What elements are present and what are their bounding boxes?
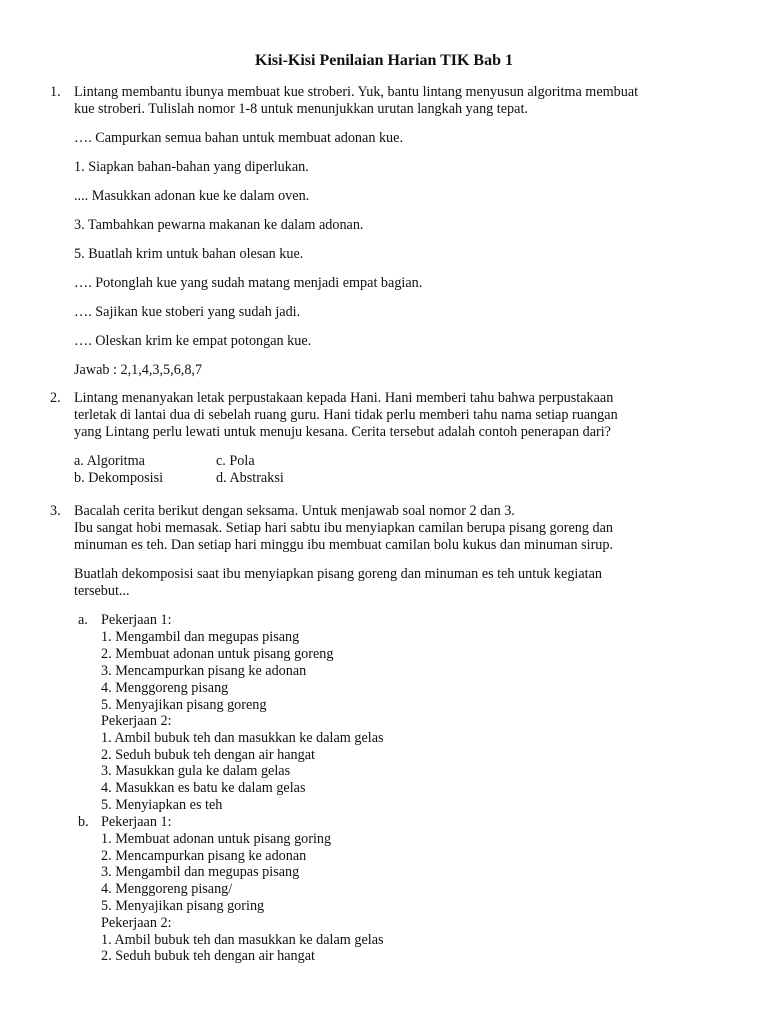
algorithm-step: …. Sajikan kue stoberi yang sudah jadi. xyxy=(74,304,301,320)
algorithm-step: 1. Siapkan bahan-bahan yang diperlukan. xyxy=(74,159,309,175)
option-c: c. Pola xyxy=(216,453,255,469)
question-text-line: Lintang menanyakan letak perpustakaan kepada Hani. Hani memberi tahu bahwa perpustakaan xyxy=(74,390,614,406)
job-label: Pekerjaan 2: xyxy=(101,713,172,729)
job-step: 2. Membuat adonan untuk pisang goreng xyxy=(101,646,334,662)
job-step: 5. Menyajikan pisang goreng xyxy=(101,697,267,713)
job-label: Pekerjaan 1: xyxy=(101,612,172,628)
question-text-line: terletak di lantai dua di sebelah ruang guru. Hani tidak perlu memberi tahu nama setiap ruangan xyxy=(74,407,618,423)
algorithm-step: …. Campurkan semua bahan untuk membuat adonan kue. xyxy=(74,130,403,146)
job-step: 4. Menggoreng pisang/ xyxy=(101,881,233,897)
option-d: d. Abstraksi xyxy=(216,470,284,486)
option-a: a. Algoritma xyxy=(74,453,145,469)
job-step: 1. Ambil bubuk teh dan masukkan ke dalam gelas xyxy=(101,730,384,746)
document-title: Kisi-Kisi Penilaian Harian TIK Bab 1 xyxy=(255,52,513,69)
job-step: 5. Menyajikan pisang goring xyxy=(101,898,265,914)
job-label: Pekerjaan 2: xyxy=(101,915,172,931)
question-text-line: yang Lintang perlu lewati untuk menuju kesana. Cerita tersebut adalah contoh penerapan dari? xyxy=(74,424,611,440)
answer-text: Jawab : 2,1,4,3,5,6,8,7 xyxy=(74,362,203,378)
algorithm-step: .... Masukkan adonan kue ke dalam oven. xyxy=(74,188,310,204)
job-step: 2. Seduh bubuk teh dengan air hangat xyxy=(101,747,315,763)
job-step: 5. Menyiapkan es teh xyxy=(101,797,223,813)
job-step: 3. Mencampurkan pisang ke adonan xyxy=(101,663,307,679)
story-text-line: minuman es teh. Dan setiap hari minggu ibu membuat camilan bolu kukus dan minuman sirup. xyxy=(74,537,614,553)
question-number: 3. xyxy=(50,503,61,519)
story-text-line: Ibu sangat hobi memasak. Setiap hari sabtu ibu menyiapkan camilan berupa pisang goreng dan xyxy=(74,520,613,536)
algorithm-step: …. Oleskan krim ke empat potongan kue. xyxy=(74,333,312,349)
job-label: Pekerjaan 1: xyxy=(101,814,172,830)
job-step: 3. Mengambil dan megupas pisang xyxy=(101,864,300,880)
question-number: 2. xyxy=(50,390,61,406)
job-step: 3. Masukkan gula ke dalam gelas xyxy=(101,763,291,779)
job-step: 2. Mencampurkan pisang ke adonan xyxy=(101,848,307,864)
option-b: b. Dekomposisi xyxy=(74,470,164,486)
job-step: 4. Masukkan es batu ke dalam gelas xyxy=(101,780,306,796)
algorithm-step: 3. Tambahkan pewarna makanan ke dalam adonan. xyxy=(74,217,364,233)
job-step: 1. Mengambil dan megupas pisang xyxy=(101,629,300,645)
option-letter-a: a. xyxy=(78,612,88,628)
option-letter-b: b. xyxy=(78,814,89,830)
task-text-line: Buatlah dekomposisi saat ibu menyiapkan pisang goreng dan minuman es teh untuk kegiatan xyxy=(74,566,602,582)
job-step: 1. Ambil bubuk teh dan masukkan ke dalam gelas xyxy=(101,932,384,948)
job-step: 2. Seduh bubuk teh dengan air hangat xyxy=(101,948,315,964)
question-number: 1. xyxy=(50,84,61,100)
algorithm-step: 5. Buatlah krim untuk bahan olesan kue. xyxy=(74,246,304,262)
job-step: 4. Menggoreng pisang xyxy=(101,680,229,696)
question-text-line: kue stroberi. Tulislah nomor 1-8 untuk menunjukkan urutan langkah yang tepat. xyxy=(74,101,528,117)
question-text-line: Bacalah cerita berikut dengan seksama. Untuk menjawab soal nomor 2 dan 3. xyxy=(74,503,515,519)
question-text-line: Lintang membantu ibunya membuat kue stroberi. Yuk, bantu lintang menyusun algoritma membuat xyxy=(74,84,639,100)
algorithm-step: …. Potonglah kue yang sudah matang menjadi empat bagian. xyxy=(74,275,423,291)
job-step: 1. Membuat adonan untuk pisang goring xyxy=(101,831,332,847)
task-text-line: tersebut... xyxy=(74,583,130,599)
